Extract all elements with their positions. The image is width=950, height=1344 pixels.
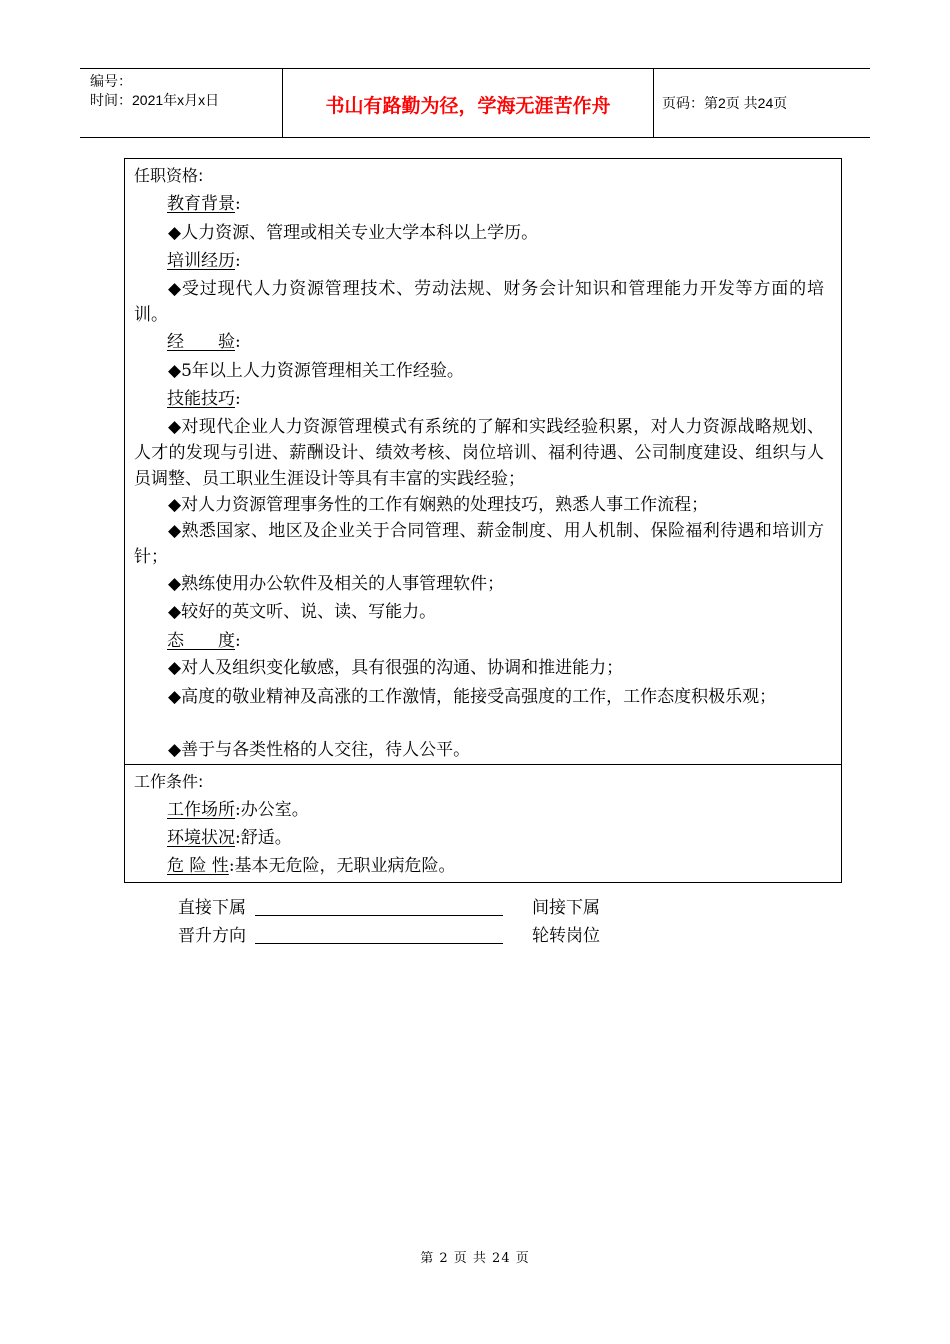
conditions-section (125, 765, 841, 883)
qualifications-section (125, 159, 841, 765)
attitude-heading-text: 态 度 (167, 631, 235, 651)
experience-item: ◆5年以上人力资源管理相关工作经验。 (168, 361, 464, 381)
training-heading: 培训经历: (167, 251, 241, 271)
skills-item-4: ◆熟练使用办公软件及相关的人事管理软件； (168, 574, 505, 594)
header-meta (80, 69, 283, 137)
skills-heading-text: 技能技巧 (167, 389, 235, 409)
qualifications-title: 任职资格: (134, 166, 204, 185)
skills-item-3: ◆熟悉国家、地区及企业关于合同管理、薪金制度、用人机制、保险福利待遇和培训方针； (134, 521, 824, 567)
page-header (80, 68, 870, 138)
attitude-item-1: ◆对人及组织变化敏感，具有很强的沟通、协调和推进能力； (168, 658, 624, 678)
header-motto: 书山有路勤为径，学海无涯苦作舟 (325, 95, 611, 117)
direct-subordinate-blank[interactable] (255, 915, 503, 916)
experience-heading: 经 验: (167, 332, 241, 352)
training-heading-text: 培训经历 (167, 251, 235, 271)
danger-row (167, 853, 456, 879)
environment-label: 环境状况 (167, 828, 235, 848)
education-heading: 教育背景: (167, 194, 241, 214)
attitude-item-2: ◆高度的敬业精神及高涨的工作激情，能接受高强度的工作，工作态度积极乐观； (168, 687, 777, 707)
danger-value: :基本无危险，无职业病危险。 (228, 856, 456, 876)
education-heading-text: 教育背景 (167, 194, 235, 214)
promotion-label: 晋升方向 (178, 926, 246, 946)
experience-heading-text: 经 验 (167, 332, 235, 352)
skills-item-1: ◆对现代企业人力资源管理模式有系统的了解和实践经验积累，对人力资源战略规划、人才的发现与引进、薪酬设计、绩效考核、岗位培训、福利待遇、公司制度建设、组织与人员调整、员工职业生涯设计等具有丰富的实践经验； (134, 417, 824, 489)
workplace-row (167, 797, 309, 823)
attitude-item-3: ◆善于与各类性格的人交往，待人公平。 (168, 740, 471, 760)
doc-time-label: 时间：2021年x月x日 (90, 92, 220, 108)
skills-heading: 技能技巧: (167, 389, 241, 409)
rotation-label: 轮转岗位 (532, 926, 600, 946)
workplace-label: 工作场所 (167, 800, 235, 820)
header-motto-cell (283, 69, 654, 137)
page-footer: 第 2 页 共 24 页 (420, 1251, 530, 1266)
indirect-subordinate-label: 间接下属 (532, 898, 600, 918)
header-page-info: 页码：第2页 共24页 (662, 95, 788, 111)
environment-value: :舒适。 (235, 828, 292, 848)
education-item: ◆人力资源、管理或相关专业大学本科以上学历。 (168, 223, 539, 243)
environment-row (167, 825, 292, 851)
doc-number-label: 编号： (90, 73, 132, 89)
direct-subordinate-label: 直接下属 (178, 898, 246, 918)
skills-item-5: ◆较好的英文听、说、读、写能力。 (168, 602, 437, 622)
conditions-title: 工作条件: (134, 772, 204, 791)
training-item: ◆受过现代人力资源管理技术、劳动法规、财务会计知识和管理能力开发等方面的培训。 (134, 279, 824, 325)
danger-label: 危 险 性 (167, 856, 229, 876)
workplace-value: :办公室。 (235, 800, 309, 820)
job-spec-table (124, 158, 842, 883)
promotion-blank[interactable] (255, 943, 503, 944)
skills-item-2: ◆对人力资源管理事务性的工作有娴熟的处理技巧，熟悉人事工作流程； (168, 495, 709, 515)
attitude-heading: 态 度: (167, 631, 241, 651)
